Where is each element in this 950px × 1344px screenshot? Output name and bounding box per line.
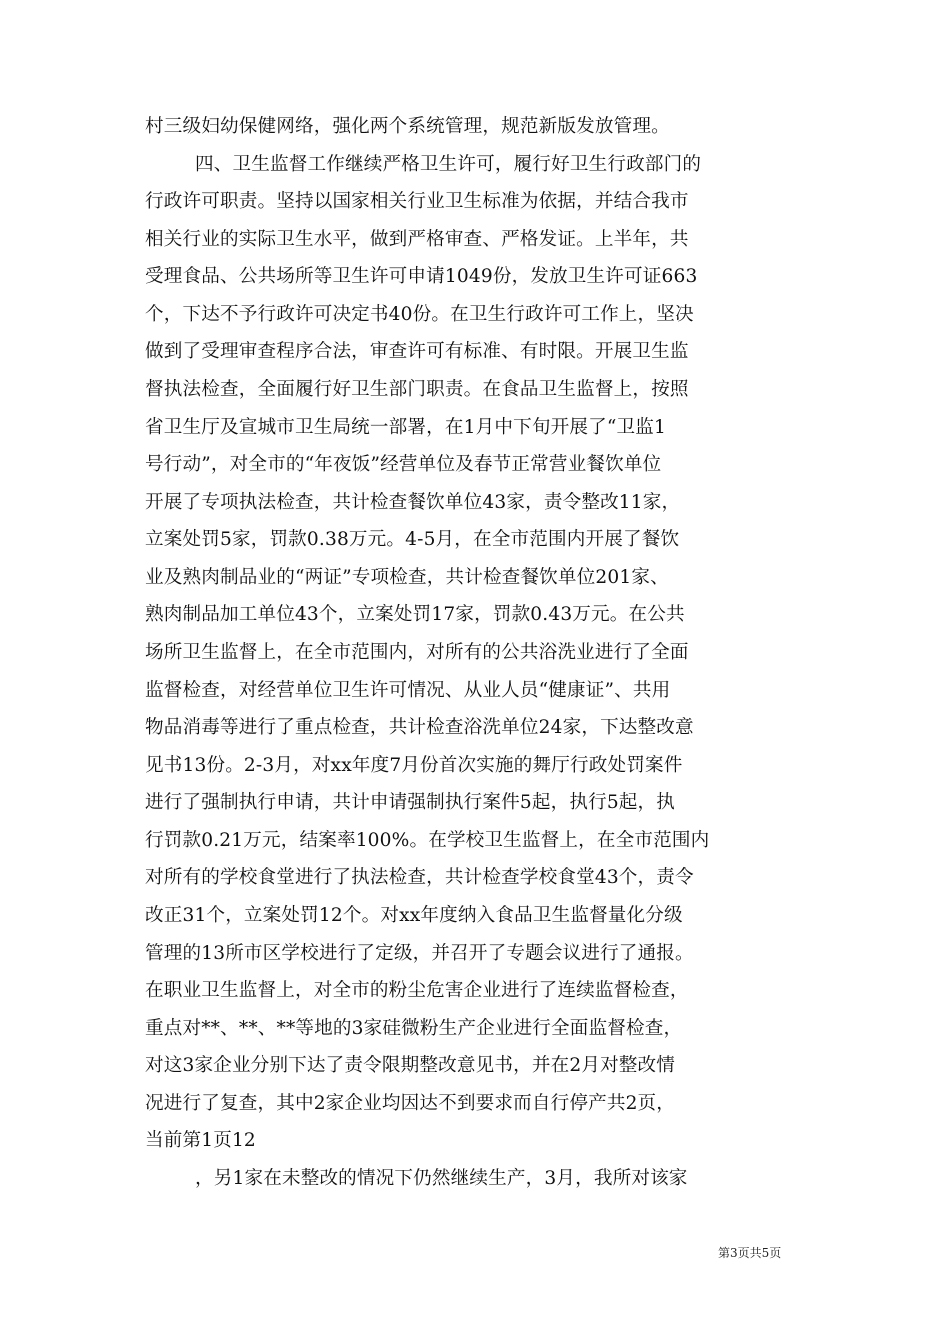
text-line-16: 监督检查，对经营单位卫生许可情况、从业人员“健康证”、共用	[145, 680, 671, 701]
text-line-6: 个，下达不予行政许可决定书40份。在卫生行政许可工作上，坚决	[145, 304, 694, 325]
text-line-12: 立案处罚5家，罚款0.38万元。4-5月，在全市范围内开展了餐饮	[145, 529, 680, 550]
text-line-21: 对所有的学校食堂进行了执法检查，共计检查学校食堂43个，责令	[145, 867, 694, 888]
text-line-4: 相关行业的实际卫生水平，做到严格审查、严格发证。上半年，共	[145, 229, 689, 250]
text-line-27: 况进行了复查，其中2家企业均因达不到要求而自行停产共2页，	[145, 1093, 676, 1114]
text-line-25: 重点对**、**、**等地的3家硅微粉生产企业进行全面监督检查，	[145, 1018, 683, 1039]
text-line-11: 开展了专项执法检查，共计检查餐饮单位43家，责令整改11家，	[145, 492, 681, 513]
text-line-7: 做到了受理审查程序合法，审查许可有标准、有时限。开展卫生监	[145, 341, 689, 362]
text-line-19: 进行了强制执行申请，共计申请强制执行案件5起，执行5起，执	[145, 792, 676, 813]
text-line-28: 当前第1页12	[145, 1130, 256, 1151]
text-line-24: 在职业卫生监督上，对全市的粉尘危害企业进行了连续监督检查，	[145, 980, 689, 1001]
text-line-20: 行罚款0.21万元，结案率100%。在学校卫生监督上，在全市范围内	[145, 830, 710, 851]
text-line-9: 省卫生厅及宣城市卫生局统一部署，在1月中下旬开展了“卫监1	[145, 417, 666, 438]
page-number-footer: 第3页共5页	[718, 1246, 782, 1260]
text-line-14: 熟肉制品加工单位43个，立案处罚17家，罚款0.43万元。在公共	[145, 604, 685, 625]
text-line-10: 号行动”，对全市的“年夜饭”经营单位及春节正常营业餐饮单位	[145, 454, 662, 475]
text-line-15: 场所卫生监督上，在全市范围内，对所有的公共浴洗业进行了全面	[145, 642, 689, 663]
text-line-8: 督执法检查，全面履行好卫生部门职责。在食品卫生监督上，按照	[145, 379, 689, 400]
text-line-26: 对这3家企业分别下达了责令限期整改意见书，并在2月对整改情	[145, 1055, 676, 1076]
text-line-13: 业及熟肉制品业的“两证”专项检查，共计检查餐饮单位201家、	[145, 567, 669, 588]
text-line-29: ，另1家在未整改的情况下仍然继续生产，3月，我所对该家	[195, 1168, 688, 1189]
text-line-23: 管理的13所市区学校进行了定级，并召开了专题会议进行了通报。	[145, 943, 694, 964]
text-line-2: 四、卫生监督工作继续严格卫生许可，履行好卫生行政部门的	[195, 154, 702, 175]
text-line-1: 村三级妇幼保健网络，强化两个系统管理，规范新版发放管理。	[145, 116, 670, 137]
text-line-22: 改正31个，立案处罚12个。对xx年度纳入食品卫生监督量化分级	[145, 905, 683, 926]
text-line-17: 物品消毒等进行了重点检查，共计检查浴洗单位24家，下达整改意	[145, 717, 694, 738]
text-line-18: 见书13份。2-3月，对xx年度7月份首次实施的舞厅行政处罚案件	[145, 755, 683, 776]
text-line-5: 受理食品、公共场所等卫生许可申请1049份，发放卫生许可证663	[145, 266, 698, 287]
text-line-3: 行政许可职责。坚持以国家相关行业卫生标准为依据，并结合我市	[145, 191, 689, 212]
